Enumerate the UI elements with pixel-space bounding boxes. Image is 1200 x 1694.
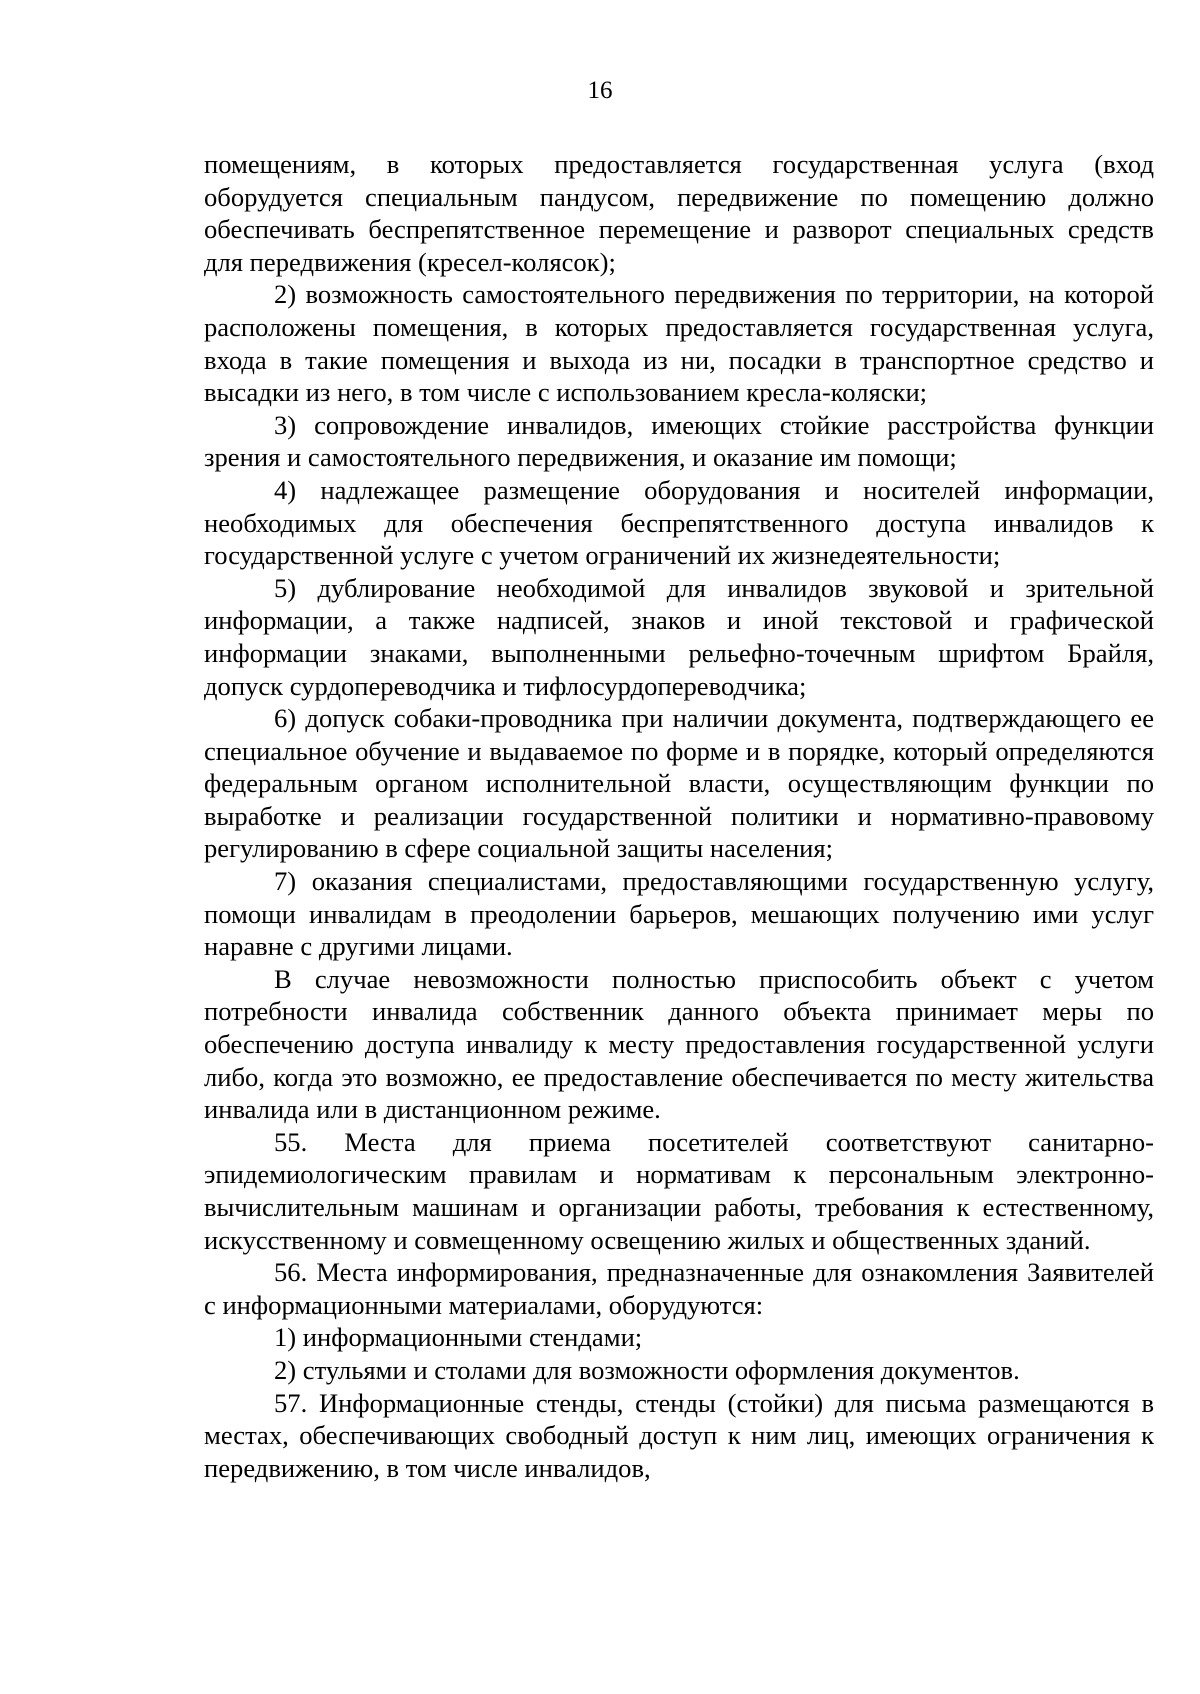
paragraph-continuation: помещениям, в которых предоставляется государственная услуга (вход оборудуется специальным пандусом, передвижение по помещению должно обеспечивать беспрепятственное перемещение и разворот специальных средств для передвижения (кресел-колясок); (204, 149, 1154, 277)
paragraph-clause-56: 56. Места информирования, предназначенные для ознакомления Заявителей с информационными материалами, оборудуются: (204, 1257, 1154, 1320)
paragraph-item-7: 7) оказания специалистами, предоставляющими государственную услугу, помощи инвалидам в преодолении барьеров, мешающих получению ими услуг наравне с другими лицами. (204, 866, 1154, 962)
paragraph-accessibility-note: В случае невозможности полностью приспособить объект с учетом потребности инвалида собственник данного объекта принимает меры по обеспечению доступа инвалиду к месту предоставления государственной услуги либо, когда это возможно, ее предоставление обеспечивается по месту жительства инвалида или в дистанционном режиме. (204, 963, 1154, 1125)
paragraph-item-3: 3) сопровождение инвалидов, имеющих стойкие расстройства функции зрения и самостоятельного передвижения, и оказание им помощи; (204, 409, 1154, 473)
paragraph-item-4: 4) надлежащее размещение оборудования и носителей информации, необходимых для обеспечения беспрепятственного доступа инвалидов к государственной услуге с учетом ограничений их жизнедеятельности; (204, 474, 1154, 571)
paragraph-item-5: 5) дублирование необходимой для инвалидов звуковой и зрительной информации, а также надписей, знаков и иной текстовой и графической информации знаками, выполненными рельефно-точечным шрифтом Брайля, допуск сурдопереводчика и тифлосурдопереводчика; (204, 572, 1154, 701)
document-body (204, 148, 1154, 1484)
paragraph-item-2: 2) возможность самостоятельного передвижения по территории, на которой расположены помещения, в которых предоставляется государственная услуга, входа в такие помещения и выхода из ни, посадки в транспортное средство и высадки из него, в том числе с использованием кресла-коляски; (204, 279, 1154, 408)
paragraph-item-6: 6) допуск собаки-проводника при наличии документа, подтверждающего ее специальное обучение и выдаваемое по форме и в порядке, который определяются федеральным органом исполнительной власти, осуществляющим функции по выработке и реализации государственной политики и нормативно-правовому регулированию в сфере социальной защиты населения; (204, 703, 1154, 864)
paragraph-clause-56-item-2: 2) стульями и столами для возможности оформления документов. (274, 1354, 1020, 1385)
paragraph-clause-55: 55. Места для приема посетителей соответствуют санитарно-эпидемиологическим правилам и нормативам к персональным электронно-вычислительным машинам и организации работы, требования к естественному, искусственному и совмещенному освещению жилых и общественных зданий. (204, 1126, 1154, 1255)
paragraph-clause-57: 57. Информационные стенды, стенды (стойки) для письма размещаются в местах, обеспечивающих свободный доступ к ним лиц, имеющих ограничения к передвижению, в том числе инвалидов, (204, 1387, 1154, 1483)
page-number: 16 (587, 77, 613, 104)
paragraph-clause-56-item-1: 1) информационными стендами; (274, 1322, 643, 1353)
